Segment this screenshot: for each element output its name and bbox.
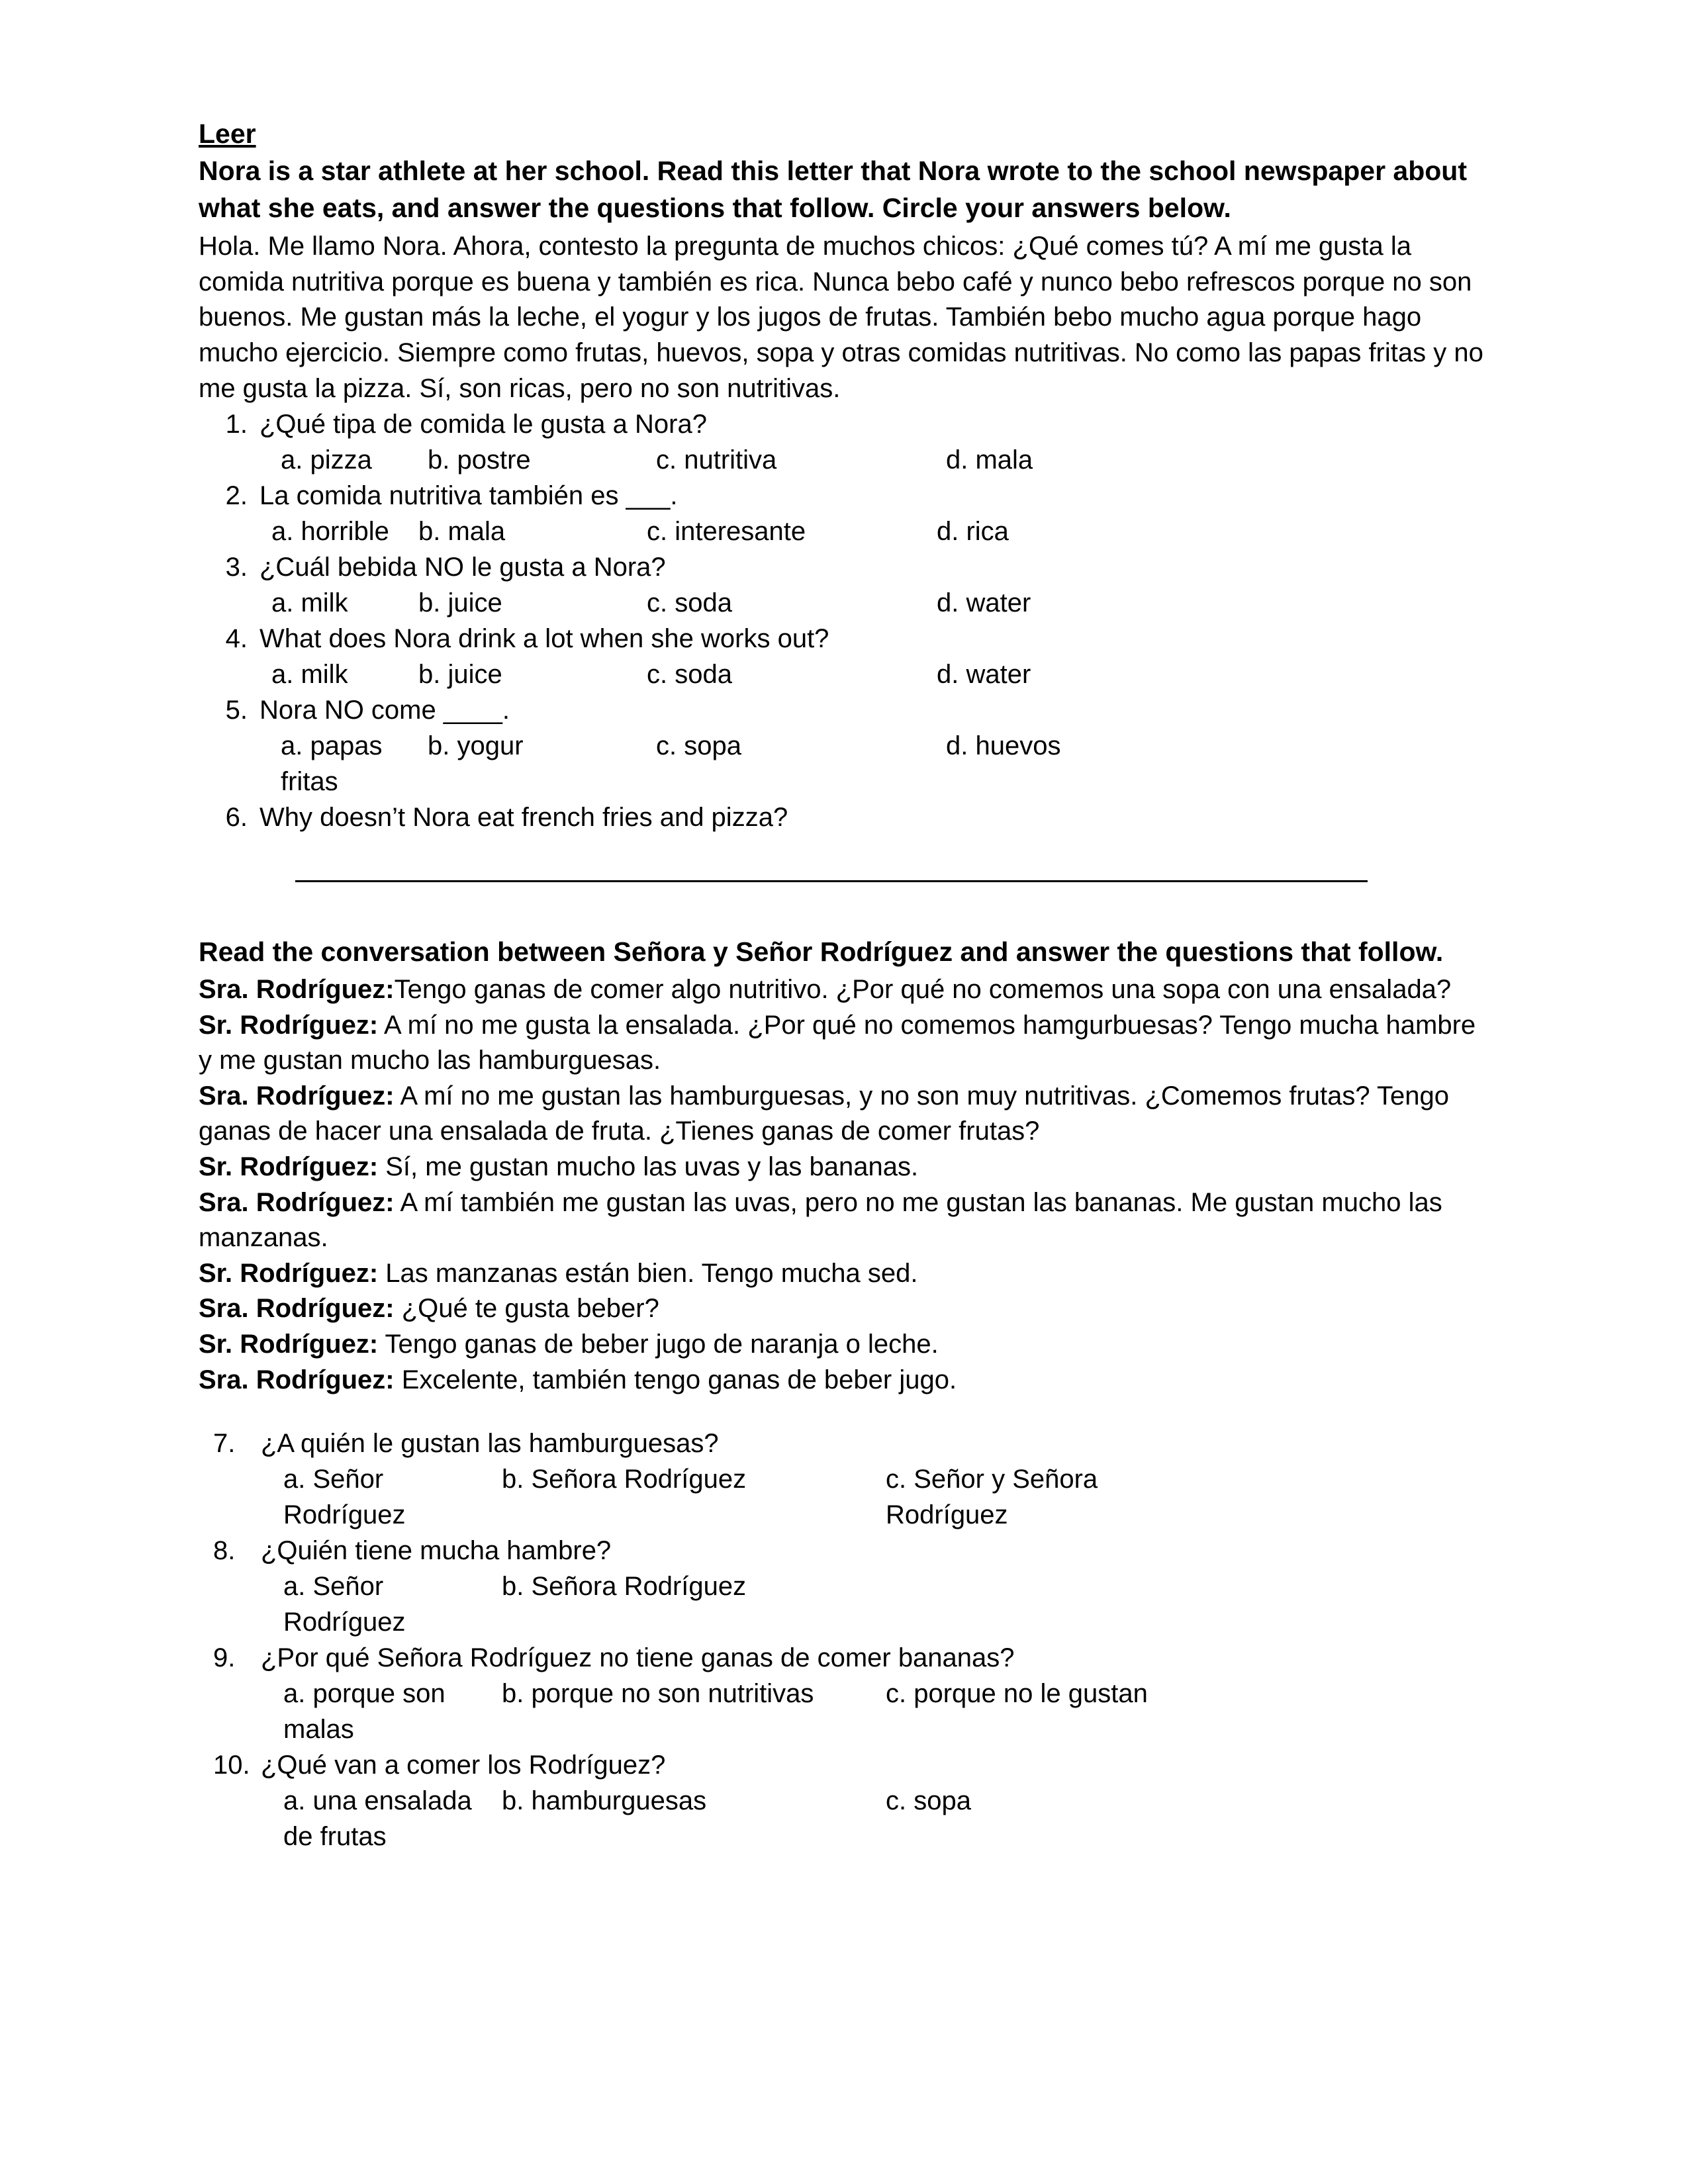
dialog-speaker: Sr. Rodríguez: <box>199 1152 379 1181</box>
answer-option[interactable]: b. Señora Rodríguez <box>502 1465 747 1494</box>
answer-option[interactable]: c. interesante <box>647 517 806 547</box>
question-text: ¿A quién le gustan las hamburguesas? <box>261 1429 719 1459</box>
answer-option[interactable]: d. huevos <box>946 731 1061 761</box>
dialog-speaker: Sra. Rodríguez: <box>199 1187 395 1217</box>
answer-option[interactable]: b. juice <box>418 660 502 690</box>
answer-options <box>199 514 1489 549</box>
question-number: 5. <box>225 696 248 725</box>
section2-questions <box>199 1426 1489 1854</box>
question-text: ¿Qué van a comer los Rodríguez? <box>261 1751 666 1780</box>
question-number: 8. <box>213 1536 236 1566</box>
dialog-text: A mí también me gustan las uvas, pero no me gustan las bananas. Me gustan mucho las manzanas. <box>199 1187 1442 1253</box>
dialog-line <box>199 1008 1489 1079</box>
question-item <box>199 1747 1489 1854</box>
answer-option[interactable]: a. pizza <box>281 445 372 475</box>
question-text: What does Nora drink a lot when she works out? <box>259 624 829 654</box>
answer-option[interactable]: c. nutritiva <box>656 445 777 475</box>
worksheet-body <box>199 116 1489 1854</box>
dialog-text: Tengo ganas de beber jugo de naranja o leche. <box>378 1329 939 1359</box>
question-item <box>199 799 1489 835</box>
dialog-text: Excelente, también tengo ganas de beber jugo. <box>394 1365 957 1394</box>
dialog-conversation <box>199 972 1489 1398</box>
dialog-speaker: Sra. Rodríguez <box>199 974 386 1004</box>
section-divider <box>295 880 1368 882</box>
answer-option[interactable]: d. mala <box>946 445 1033 475</box>
dialog-text: A mí no me gustan las hamburguesas, y no son muy nutritivas. ¿Comemos frutas? Tengo ganas de hacer una ensalada de fruta. ¿Tienes ganas de comer frutas? <box>199 1081 1449 1146</box>
dialog-text: A mí no me gusta la ensalada. ¿Por qué no comemos hamgurbuesas? Tengo mucha hambre y me gustan mucho las hamburguesas. <box>199 1010 1476 1075</box>
dialog-speaker: Sra. Rodríguez: <box>199 1081 395 1111</box>
question-text: ¿Cuál bebida NO le gusta a Nora? <box>259 553 666 582</box>
question-number: 3. <box>225 553 248 582</box>
dialog-speaker: Sra. Rodríguez: <box>199 1365 395 1394</box>
question-item <box>199 1426 1489 1533</box>
answer-option[interactable]: c. soda <box>647 588 732 618</box>
answer-option[interactable]: b. Señora Rodríguez <box>502 1572 747 1602</box>
question-text: La comida nutritiva también es ___. <box>259 481 678 511</box>
nora-letter-passage: Hola. Me llamo Nora. Ahora, contesto la pregunta de muchos chicos: ¿Qué comes tú? A mí me gusta la comida nutritiva porque es buena y también es rica. Nunca bebo café y nunco bebo refrescos porque no son buenos. Me gustan más la leche, el yogur y los jugos de frutas. También bebo mucho agua porque hago mucho ejercicio. Siempre como frutas, huevos, sopa y otras comidas nutritivas. No como las papas fritas y no me gusta la pizza. Sí, son ricas, pero no son nutritivas. <box>199 232 1483 403</box>
section1-directions: Nora is a star athlete at her school. Read this letter that Nora wrote to the school newspaper about what she eats, and answer the questions that follow. Circle your answers below. <box>199 155 1468 223</box>
answer-option[interactable]: b. postre <box>428 445 531 475</box>
question-item <box>199 406 1489 478</box>
answer-option[interactable]: a. horrible <box>271 517 389 547</box>
answer-option[interactable]: c. sopa <box>886 1786 971 1816</box>
answer-options <box>199 728 1489 799</box>
section1-questions <box>199 406 1489 835</box>
answer-option[interactable]: a. milk <box>271 588 348 618</box>
answer-option[interactable]: d. rica <box>937 517 1009 547</box>
answer-option[interactable]: b. yogur <box>428 731 524 761</box>
question-item <box>199 1640 1489 1747</box>
dialog-text: ¿Qué te gusta beber? <box>394 1294 659 1324</box>
answer-options <box>199 442 1489 478</box>
answer-option[interactable]: a. Señor Rodríguez <box>283 1465 406 1530</box>
answer-option[interactable]: b. hamburguesas <box>502 1786 707 1816</box>
answer-option[interactable]: a. una ensalada de frutas <box>283 1786 472 1852</box>
dialog-separator: : <box>385 974 395 1004</box>
answer-options <box>199 585 1489 621</box>
answer-option[interactable]: c. sopa <box>656 731 741 761</box>
question-text: ¿Qué tipa de comida le gusta a Nora? <box>259 410 707 439</box>
answer-options <box>199 1461 1489 1533</box>
answer-option[interactable]: d. water <box>937 660 1031 690</box>
dialog-line <box>199 1079 1489 1150</box>
answer-option[interactable]: d. water <box>937 588 1031 618</box>
dialog-line <box>199 1150 1489 1185</box>
section-label-leer: Leer <box>199 118 256 149</box>
dialog-line <box>199 1291 1489 1327</box>
question-number: 6. <box>225 803 248 833</box>
question-text: ¿Por qué Señora Rodríguez no tiene ganas de comer bananas? <box>261 1643 1015 1673</box>
question-number: 4. <box>225 624 248 654</box>
answer-option[interactable]: c. Señor y Señora Rodríguez <box>886 1465 1098 1530</box>
answer-option[interactable]: c. porque no le gustan <box>886 1679 1148 1709</box>
dialog-speaker: Sra. Rodríguez: <box>199 1294 395 1324</box>
answer-option[interactable]: b. mala <box>418 517 506 547</box>
dialog-line <box>199 1363 1489 1398</box>
question-number: 9. <box>213 1643 236 1673</box>
answer-option[interactable]: c. soda <box>647 660 732 690</box>
question-item <box>199 692 1489 799</box>
dialog-line <box>199 972 1489 1008</box>
question-item <box>199 549 1489 621</box>
answer-options <box>199 657 1489 692</box>
dialog-line <box>199 1327 1489 1363</box>
question-text: ¿Quién tiene mucha hambre? <box>261 1536 612 1566</box>
answer-option[interactable]: a. milk <box>271 660 348 690</box>
answer-option[interactable]: a. porque son malas <box>283 1679 445 1745</box>
dialog-line <box>199 1185 1489 1256</box>
dialog-speaker: Sr. Rodríguez: <box>199 1329 379 1359</box>
answer-option[interactable]: b. juice <box>418 588 502 618</box>
dialog-speaker: Sr. Rodríguez: <box>199 1010 379 1040</box>
question-text: Why doesn’t Nora eat french fries and pizza? <box>259 803 788 833</box>
question-number: 1. <box>225 410 248 439</box>
answer-option[interactable]: a. papas fritas <box>281 731 383 797</box>
question-item <box>199 1533 1489 1640</box>
answer-option[interactable]: a. Señor Rodríguez <box>283 1572 406 1637</box>
question-number: 2. <box>225 481 248 511</box>
answer-options <box>199 1783 1489 1854</box>
question-text: Nora NO come ____. <box>259 696 510 725</box>
question-item <box>199 478 1489 549</box>
question-number: 7. <box>213 1429 236 1459</box>
dialog-text: Sí, me gustan mucho las uvas y las bananas. <box>378 1152 919 1181</box>
dialog-line <box>199 1256 1489 1292</box>
dialog-text: Tengo ganas de comer algo nutritivo. ¿Por qué no comemos una sopa con una ensalada? <box>394 974 1452 1004</box>
answer-option[interactable]: b. porque no son nutritivas <box>502 1679 814 1709</box>
question-item <box>199 621 1489 692</box>
question-number: 10. <box>213 1751 250 1780</box>
dialog-speaker: Sr. Rodríguez: <box>199 1258 379 1288</box>
answer-options <box>199 1569 1489 1640</box>
section2-directions: Read the conversation between Señora y Señor Rodríguez and answer the questions that follow. <box>199 936 1444 968</box>
answer-options <box>199 1676 1489 1747</box>
dialog-text: Las manzanas están bien. Tengo mucha sed. <box>378 1258 918 1288</box>
